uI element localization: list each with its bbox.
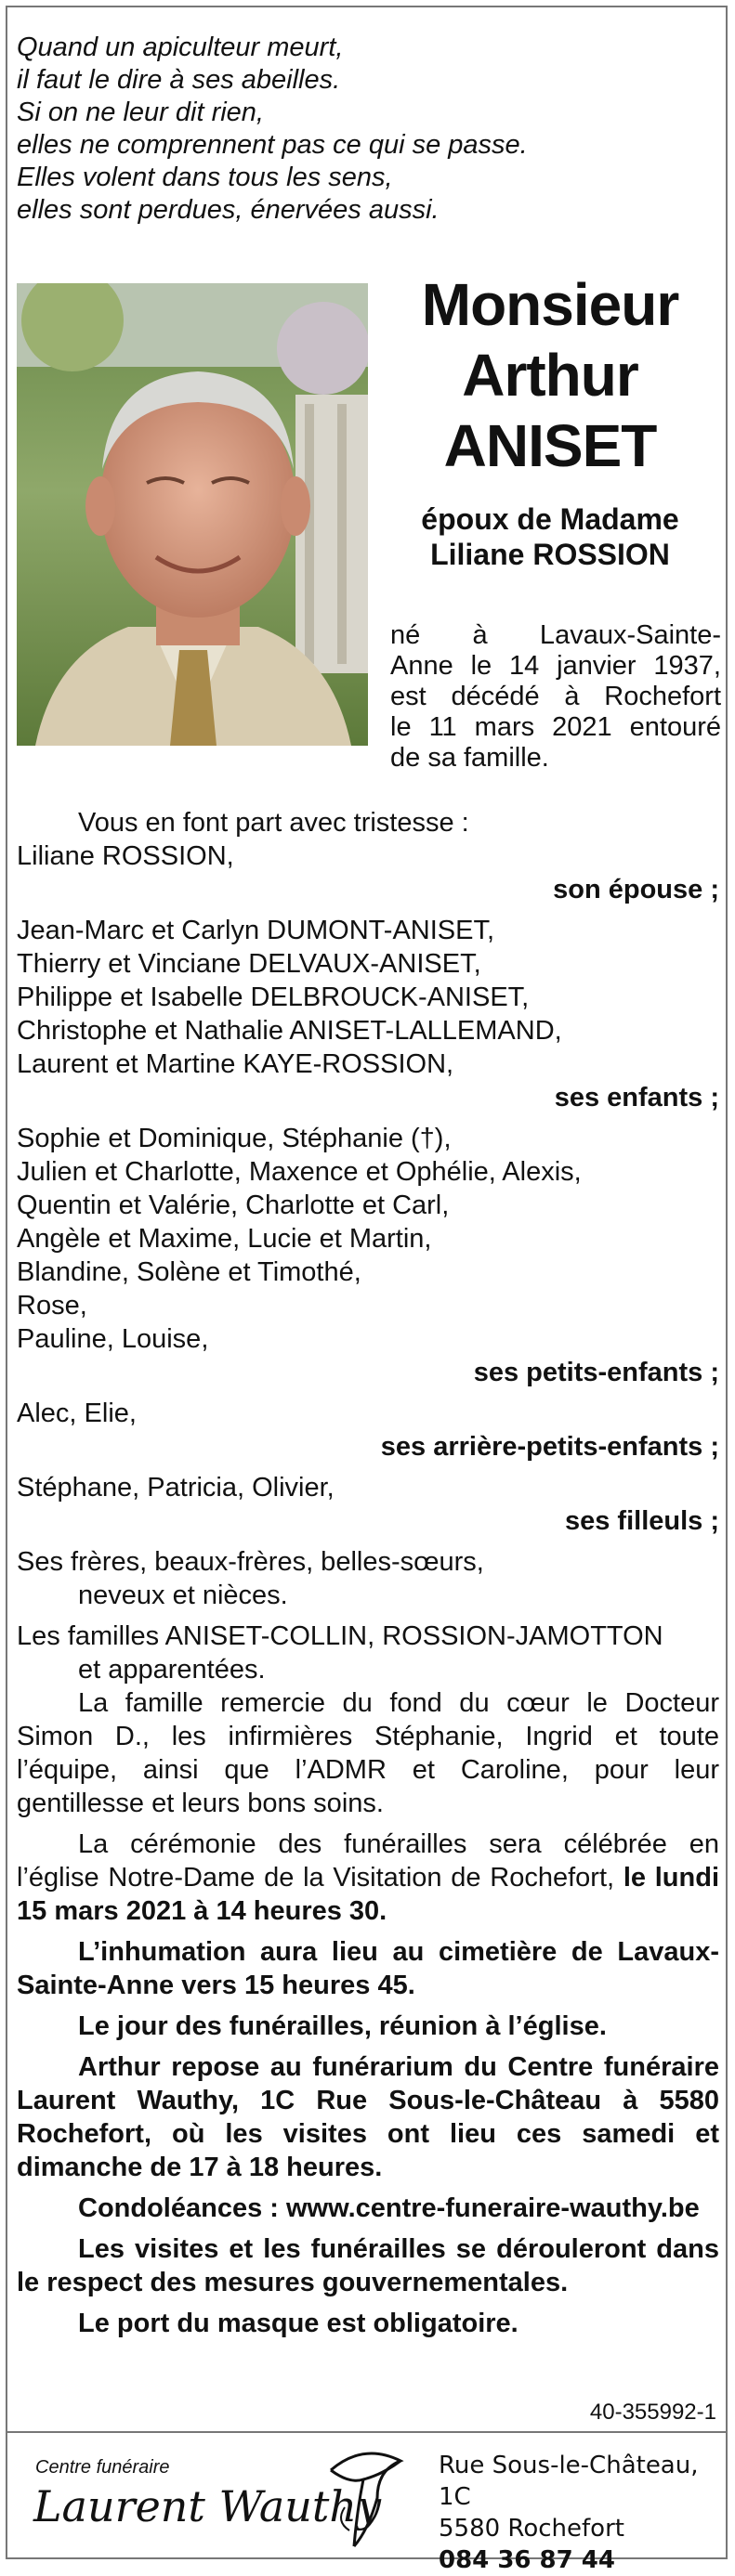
grandchild-line: Rose, bbox=[17, 1291, 87, 1321]
ceremony-paragraph bbox=[17, 1828, 719, 1928]
birth-death-intro bbox=[390, 620, 721, 774]
child-line: Laurent et Martine KAYE-ROSSION, bbox=[17, 1049, 454, 1079]
funeral-home-address bbox=[439, 2450, 728, 2576]
funeral-home-script-name: Laurent Wauthy bbox=[33, 2481, 381, 2531]
families-line-1: Les familles ANISET-COLLIN, ROSSION-JAMOTTON bbox=[17, 1621, 663, 1651]
child-line: Philippe et Isabelle DELBROUCK-ANISET, bbox=[17, 982, 530, 1012]
spouse-name: Liliane ROSSION, bbox=[17, 841, 234, 871]
condolences-line: Condoléances : www.centre-funeraire-wauthy.be bbox=[78, 2193, 700, 2223]
visits-paragraph: Arthur repose au funérarium du Centre funéraire Laurent Wauthy, 1C Rue Sous-le-Château à 5580 Rochefort, où les visites ont lieu ces samedi et dimanche de 17 à 18 heures. bbox=[17, 2052, 719, 2182]
godchildren: Stéphane, Patricia, Olivier, bbox=[17, 1473, 335, 1503]
phone-number: 084 36 87 44 bbox=[439, 2546, 615, 2574]
ceremony-date: le lundi 15 mars 2021 à 14 heures 30. bbox=[17, 1863, 719, 1926]
grandchildren-role: ses petits-enfants ; bbox=[473, 1358, 719, 1387]
address-line-1: Rue Sous-le-Château, 1C bbox=[439, 2452, 699, 2511]
mask-line: Le port du masque est obligatoire. bbox=[78, 2309, 518, 2338]
spouse-line-2: Liliane ROSSION bbox=[430, 538, 670, 571]
deceased-name-block bbox=[381, 269, 719, 572]
siblings-line-2: neveux et nièces. bbox=[78, 1581, 288, 1610]
siblings-line-1: Ses frères, beaux-frères, belles-sœurs, bbox=[17, 1547, 484, 1577]
great-grandchildren-role: ses arrière-petits-enfants ; bbox=[380, 1432, 719, 1462]
poem-line: elles ne comprennent pas ce qui se passe. bbox=[17, 130, 528, 160]
address-line-2: 5580 Rochefort bbox=[439, 2515, 624, 2543]
poem-line: il faut le dire à ses abeilles. bbox=[17, 65, 341, 95]
intro-line: est décédé à Rochefort bbox=[390, 682, 721, 711]
reference-number: 40-355992-1 bbox=[589, 2400, 716, 2425]
grandchild-line: Blandine, Solène et Timothé, bbox=[17, 1257, 361, 1287]
poem-line: Elles volent dans tous les sens, bbox=[17, 163, 393, 192]
honorific: Monsieur bbox=[421, 271, 679, 338]
children-role: ses enfants ; bbox=[554, 1083, 719, 1112]
poem bbox=[17, 32, 704, 227]
spouse-role: son épouse ; bbox=[553, 875, 719, 904]
first-name: Arthur bbox=[462, 342, 638, 409]
spouse-line-1: époux de Madame bbox=[421, 502, 679, 536]
portrait-photo bbox=[17, 283, 368, 746]
announcement: Vous en font part avec tristesse : bbox=[78, 808, 469, 838]
families-line-2: et apparentées. bbox=[78, 1655, 266, 1685]
grandchild-line: Julien et Charlotte, Maxence et Ophélie, Alexis, bbox=[17, 1157, 582, 1187]
intro-line: le 11 mars 2021 entouré bbox=[390, 712, 721, 742]
measures-paragraph: Les visites et les funérailles se dérouleront dans le respect des mesures gouvernementales. bbox=[17, 2234, 719, 2297]
last-name: ANISET bbox=[443, 412, 657, 479]
poem-line: elles sont perdues, énervées aussi. bbox=[17, 195, 440, 225]
child-line: Jean-Marc et Carlyn DUMONT-ANISET, bbox=[17, 916, 495, 945]
meeting-paragraph: Le jour des funérailles, réunion à l’église. bbox=[78, 2011, 607, 2041]
godchildren-role: ses filleuls ; bbox=[564, 1506, 719, 1536]
grandchild-line: Pauline, Louise, bbox=[17, 1324, 209, 1354]
intro-line: Anne le 14 janvier 1937, bbox=[390, 651, 721, 681]
great-grandchildren: Alec, Elie, bbox=[17, 1399, 137, 1428]
grandchild-line: Angèle et Maxime, Lucie et Martin, bbox=[17, 1224, 432, 1254]
poem-line: Si on ne leur dit rien, bbox=[17, 98, 264, 127]
ceremony-text: La cérémonie des funérailles sera célébrée en l’église Notre-Dame de la Visitation de Rochefort, bbox=[17, 1829, 719, 1893]
intro-line: né à Lavaux-Sainte- bbox=[390, 620, 721, 650]
calla-lily-logo-icon bbox=[312, 2442, 414, 2558]
poem-line: Quand un apiculteur meurt, bbox=[17, 33, 344, 62]
child-line: Thierry et Vinciane DELVAUX-ANISET, bbox=[17, 949, 481, 979]
funeral-home-label: Centre funéraire bbox=[35, 2457, 170, 2478]
funeral-home-footer bbox=[6, 2431, 728, 2574]
grandchild-line: Quentin et Valérie, Charlotte et Carl, bbox=[17, 1190, 450, 1220]
intro-line: de sa famille. bbox=[390, 743, 549, 773]
child-line: Christophe et Nathalie ANISET-LALLEMAND, bbox=[17, 1016, 562, 1046]
notice-body bbox=[17, 806, 719, 2340]
thanks-paragraph: La famille remercie du fond du cœur le Docteur Simon D., les infirmières Stéphanie, Ingrid et toute l’équipe, ainsi que l’ADMR et Caroline, pour leur gentillesse et leurs bons soins. bbox=[17, 1688, 719, 1818]
grandchild-line: Sophie et Dominique, Stéphanie (†), bbox=[17, 1124, 452, 1153]
burial-paragraph: L’inhumation aura lieu au cimetière de Lavaux-Sainte-Anne vers 15 heures 45. bbox=[17, 1937, 719, 2000]
